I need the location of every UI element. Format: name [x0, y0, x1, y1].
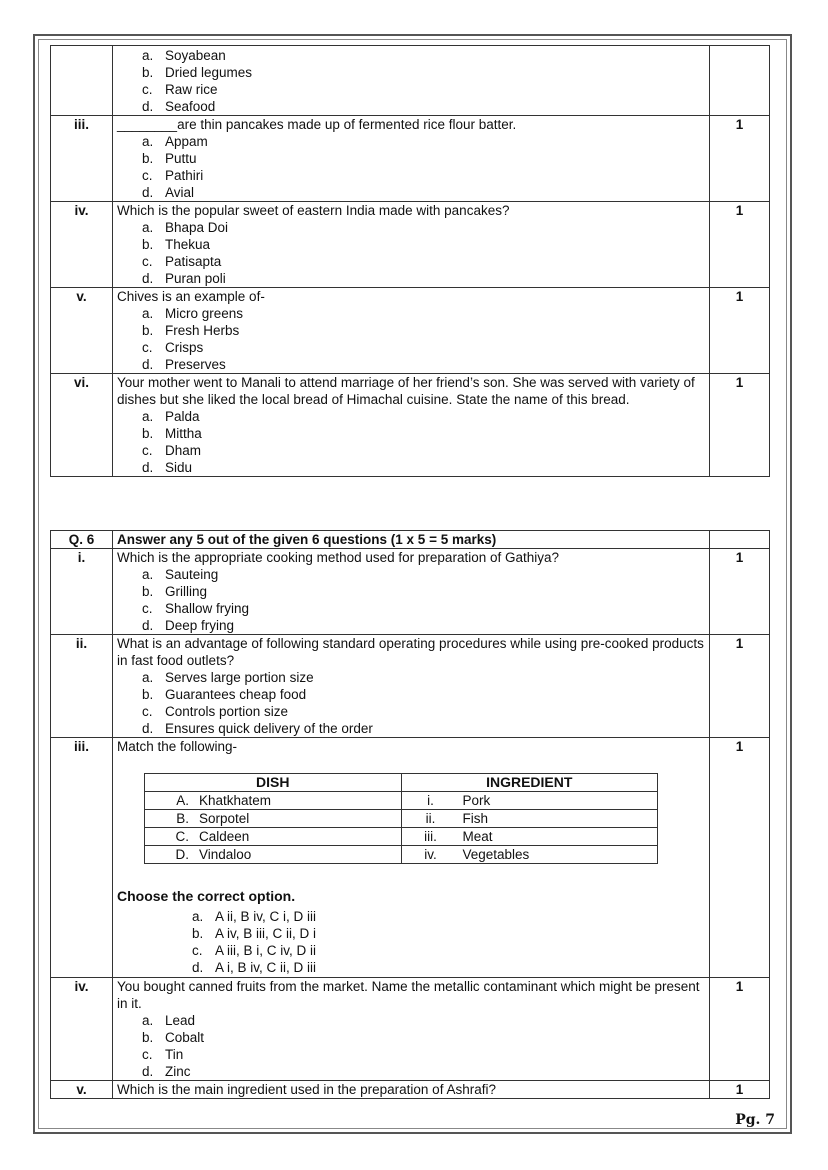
question-number: iv. [51, 202, 113, 288]
match-right-item: Pork [462, 793, 491, 808]
option-text: A iv, B iii, C ii, D i [215, 926, 317, 941]
option-letter: c. [142, 168, 153, 183]
option [142, 566, 705, 583]
option [142, 98, 705, 115]
section-marks [710, 531, 770, 549]
option-letter: c. [142, 601, 153, 616]
option-letter: c. [142, 82, 153, 97]
question-marks: 1 [710, 1081, 770, 1099]
question-text: Your mother went to Manali to attend marriage of her friend’s son. She was served with variety of dishes but she liked the local bread of Himachal cuisine. State the name of this bread. [117, 375, 695, 407]
option-text: Zinc [165, 1064, 191, 1079]
option-text: Raw rice [165, 82, 218, 97]
option [192, 959, 705, 976]
option-text: Appam [165, 134, 208, 149]
option-letter: c. [142, 704, 153, 719]
option [192, 942, 705, 959]
option-text: Ensures quick delivery of the order [165, 721, 373, 736]
match-left-item: Vindaloo [199, 847, 252, 862]
option-text: A i, B iv, C ii, D iii [215, 960, 317, 975]
question-row [51, 374, 770, 477]
question-number: ii. [51, 635, 113, 738]
question-text: Chives is an example of- [117, 289, 265, 304]
match-right-label: ii. [425, 811, 436, 826]
match-right-item: Meat [462, 829, 493, 844]
option-letter: a. [142, 567, 154, 582]
question-marks: 1 [710, 288, 770, 374]
option-letter: d. [142, 271, 154, 286]
question-marks: 1 [710, 202, 770, 288]
option-text: A iii, B i, C iv, D ii [215, 943, 317, 958]
option-list [117, 669, 705, 737]
question-row [51, 202, 770, 288]
option [142, 703, 705, 720]
option-letter: a. [142, 220, 154, 235]
option-text: Lead [165, 1013, 196, 1028]
option-letter: a. [142, 409, 154, 424]
option-letter: a. [192, 909, 204, 924]
option-text: Soyabean [165, 48, 226, 63]
option-text: Deep frying [165, 618, 235, 633]
section-number: Q. 6 [51, 531, 113, 549]
question-number: v. [51, 1081, 113, 1099]
option [142, 1046, 705, 1063]
question-number [51, 46, 113, 116]
match-left-label: A. [176, 793, 189, 808]
option-text: Cobalt [165, 1030, 205, 1045]
option [142, 253, 705, 270]
question-row [51, 288, 770, 374]
question-marks: 1 [710, 549, 770, 635]
option-letter: c. [142, 443, 153, 458]
match-left-item: Khatkhatem [199, 793, 272, 808]
option-text: Thekua [165, 237, 211, 252]
option [142, 617, 705, 634]
option [192, 925, 705, 942]
match-left-label: D. [175, 847, 189, 862]
question-text: Which is the appropriate cooking method used for preparation of Gathiya? [117, 550, 560, 565]
option-letter: b. [142, 65, 154, 80]
match-header-row [145, 774, 658, 792]
option-text: Preserves [165, 357, 226, 372]
option-letter: b. [142, 584, 154, 599]
question-text: ________are thin pancakes made up of fermented rice flour batter. [117, 117, 517, 132]
question-row [51, 978, 770, 1081]
option-letter: d. [142, 357, 154, 372]
option-text: Fresh Herbs [165, 323, 240, 338]
option-text: Seafood [165, 99, 216, 114]
option-letter: b. [142, 237, 154, 252]
match-row [145, 792, 658, 810]
option [142, 133, 705, 150]
question-marks [710, 46, 770, 116]
option-letter: d. [142, 99, 154, 114]
question-body [113, 202, 710, 288]
question-row [51, 738, 770, 978]
option-letter: d. [142, 1064, 154, 1079]
question-body [113, 549, 710, 635]
option-list [117, 408, 705, 476]
question-body [113, 116, 710, 202]
option-text: Puran poli [165, 271, 226, 286]
match-table [144, 773, 658, 864]
option [142, 150, 705, 167]
option-text: Palda [165, 409, 200, 424]
option [142, 1029, 705, 1046]
option-list [117, 908, 705, 976]
option-letter: b. [142, 151, 154, 166]
question-row [51, 46, 770, 116]
option [142, 81, 705, 98]
match-row [145, 828, 658, 846]
question-marks: 1 [710, 374, 770, 477]
option [142, 583, 705, 600]
option-letter: a. [142, 1013, 154, 1028]
section-header-row [51, 531, 770, 549]
question-body [113, 46, 710, 116]
option-list [117, 133, 705, 201]
option-letter: d. [142, 460, 154, 475]
option-text: Grilling [165, 584, 208, 599]
question-row [51, 116, 770, 202]
option [142, 1012, 705, 1029]
option-text: Shallow frying [165, 601, 250, 616]
option-letter: d. [142, 721, 154, 736]
option [142, 408, 705, 425]
option-text: Guarantees cheap food [165, 687, 307, 702]
option-text: Micro greens [165, 306, 244, 321]
question-number: iii. [51, 116, 113, 202]
option [142, 305, 705, 322]
page-number: Pg. 7 [735, 1112, 775, 1128]
question-text: You bought canned fruits from the market. Name the metallic contaminant which might be present in it. [117, 979, 700, 1011]
question-body [113, 978, 710, 1081]
match-right-label: iv. [424, 847, 437, 862]
option-text: A ii, B iv, C i, D iii [215, 909, 317, 924]
match-left-label: B. [176, 811, 189, 826]
question-table-q6 [50, 530, 770, 1099]
option-letter: d. [192, 960, 204, 975]
question-number: v. [51, 288, 113, 374]
option-letter: c. [142, 1047, 153, 1062]
option-letter: c. [142, 254, 153, 269]
option-list [117, 1012, 705, 1080]
match-right-item: Fish [462, 811, 489, 826]
option-letter: b. [192, 926, 204, 941]
option [142, 425, 705, 442]
option-text: Controls portion size [165, 704, 289, 719]
question-row [51, 1081, 770, 1099]
option [142, 219, 705, 236]
option-letter: c. [142, 340, 153, 355]
option-text: Dham [165, 443, 202, 458]
question-number: iv. [51, 978, 113, 1081]
match-right-label: iii. [424, 829, 437, 844]
option-letter: c. [192, 943, 203, 958]
option [142, 167, 705, 184]
option-letter: d. [142, 618, 154, 633]
question-body [113, 635, 710, 738]
option [142, 322, 705, 339]
question-marks: 1 [710, 978, 770, 1081]
option-letter: b. [142, 1030, 154, 1045]
option-letter: a. [142, 48, 154, 63]
option-letter: a. [142, 670, 154, 685]
option-list [117, 219, 705, 287]
option-list [117, 566, 705, 634]
question-body [113, 374, 710, 477]
question-body [113, 288, 710, 374]
option-letter: b. [142, 323, 154, 338]
option-list [117, 305, 705, 373]
option-text: Patisapta [165, 254, 222, 269]
option-letter: a. [142, 306, 154, 321]
question-number: iii. [51, 738, 113, 978]
match-header-ingredient: INGREDIENT [401, 774, 658, 792]
option [142, 356, 705, 373]
option-text: Bhapa Doi [165, 220, 229, 235]
question-text: Match the following- [117, 739, 238, 754]
question-marks: 1 [710, 116, 770, 202]
option-letter: d. [142, 185, 154, 200]
option [192, 908, 705, 925]
option-text: Pathiri [165, 168, 204, 183]
option [142, 64, 705, 81]
question-text: What is an advantage of following standard operating procedures while using pre-cooked products in fast food outlets? [117, 636, 704, 668]
choose-instruction: Choose the correct option. [117, 888, 296, 904]
option [142, 442, 705, 459]
option-list [117, 47, 705, 115]
question-number: i. [51, 549, 113, 635]
option-letter: b. [142, 426, 154, 441]
option-text: Mittha [165, 426, 202, 441]
option [142, 600, 705, 617]
match-header-dish: DISH [145, 774, 402, 792]
match-right-item: Vegetables [462, 847, 530, 862]
option [142, 184, 705, 201]
match-left-label: C. [175, 829, 189, 844]
option-letter: a. [142, 134, 154, 149]
option [142, 459, 705, 476]
option [142, 47, 705, 64]
option [142, 720, 705, 737]
option [142, 669, 705, 686]
option-text: Puttu [165, 151, 197, 166]
section-instruction: Answer any 5 out of the given 6 questions (1 x 5 = 5 marks) [113, 531, 710, 549]
option-text: Tin [165, 1047, 184, 1062]
option [142, 339, 705, 356]
option-text: Crisps [165, 340, 204, 355]
option [142, 270, 705, 287]
match-row [145, 846, 658, 864]
match-row [145, 810, 658, 828]
question-text: Which is the popular sweet of eastern India made with pancakes? [117, 203, 510, 218]
option-text: Sidu [165, 460, 193, 475]
match-right-label: i. [427, 793, 434, 808]
option-text: Dried legumes [165, 65, 253, 80]
option-text: Avial [165, 185, 195, 200]
option [142, 686, 705, 703]
option-text: Sauteing [165, 567, 219, 582]
match-left-item: Caldeen [199, 829, 250, 844]
question-number: vi. [51, 374, 113, 477]
question-table-q5 [50, 45, 770, 477]
question-row [51, 635, 770, 738]
question-marks: 1 [710, 738, 770, 978]
question-row [51, 549, 770, 635]
match-left-item: Sorpotel [199, 811, 250, 826]
option [142, 236, 705, 253]
option [142, 1063, 705, 1080]
question-text: Which is the main ingredient used in the preparation of Ashrafi? [113, 1081, 710, 1099]
option-text: Serves large portion size [165, 670, 314, 685]
question-marks: 1 [710, 635, 770, 738]
option-letter: b. [142, 687, 154, 702]
question-body [113, 738, 710, 978]
